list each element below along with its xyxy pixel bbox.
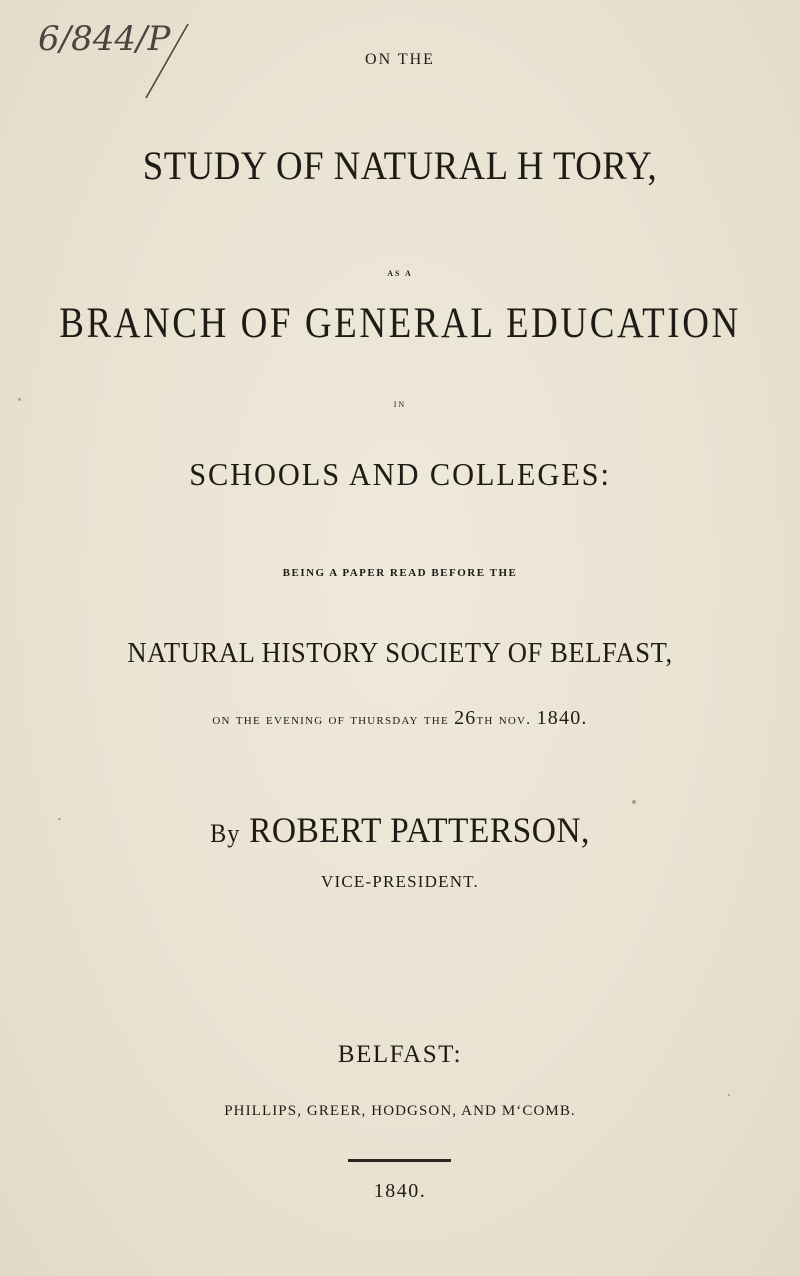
connector-as-a: AS A: [387, 269, 413, 278]
connector-in: IN: [393, 400, 407, 409]
title-line-3: SCHOOLS AND COLLEGES:: [189, 456, 611, 492]
occasion-prefix: on the evening of thursday the: [212, 711, 455, 728]
shelfmark-text: 6/844/P: [38, 20, 171, 59]
subtitle: BEING A PAPER READ BEFORE THE: [282, 567, 518, 579]
author-name: ROBERT PATTERSON,: [249, 810, 590, 850]
by-label: By: [210, 819, 241, 848]
imprint-year: 1840.: [373, 1180, 427, 1202]
title-line-1: STUDY OF NATURAL H TORY,: [142, 143, 658, 188]
imprint-place: BELFAST:: [337, 1041, 463, 1068]
paper-speck: [728, 1094, 730, 1096]
occasion-date-number: 26: [454, 707, 477, 729]
author-role: VICE-PRESIDENT.: [321, 872, 479, 891]
author-line: [28, 812, 772, 848]
pre-title: ON THE: [365, 51, 435, 68]
paper-speck: [632, 800, 636, 804]
occasion-line: [0, 708, 800, 728]
occasion-date-rest: th nov.: [476, 711, 537, 728]
imprint-rule: [348, 1159, 451, 1162]
title-line-2: BRANCH OF GENERAL EDUCATION: [59, 300, 741, 347]
imprint-publisher: PHILLIPS, GREER, HODGSON, AND M‘COMB.: [224, 1103, 576, 1119]
society-name: NATURAL HISTORY SOCIETY OF BELFAST,: [127, 638, 673, 669]
occasion-year: 1840.: [536, 707, 588, 729]
paper-speck: [18, 398, 21, 401]
paper-speck: [58, 818, 61, 820]
